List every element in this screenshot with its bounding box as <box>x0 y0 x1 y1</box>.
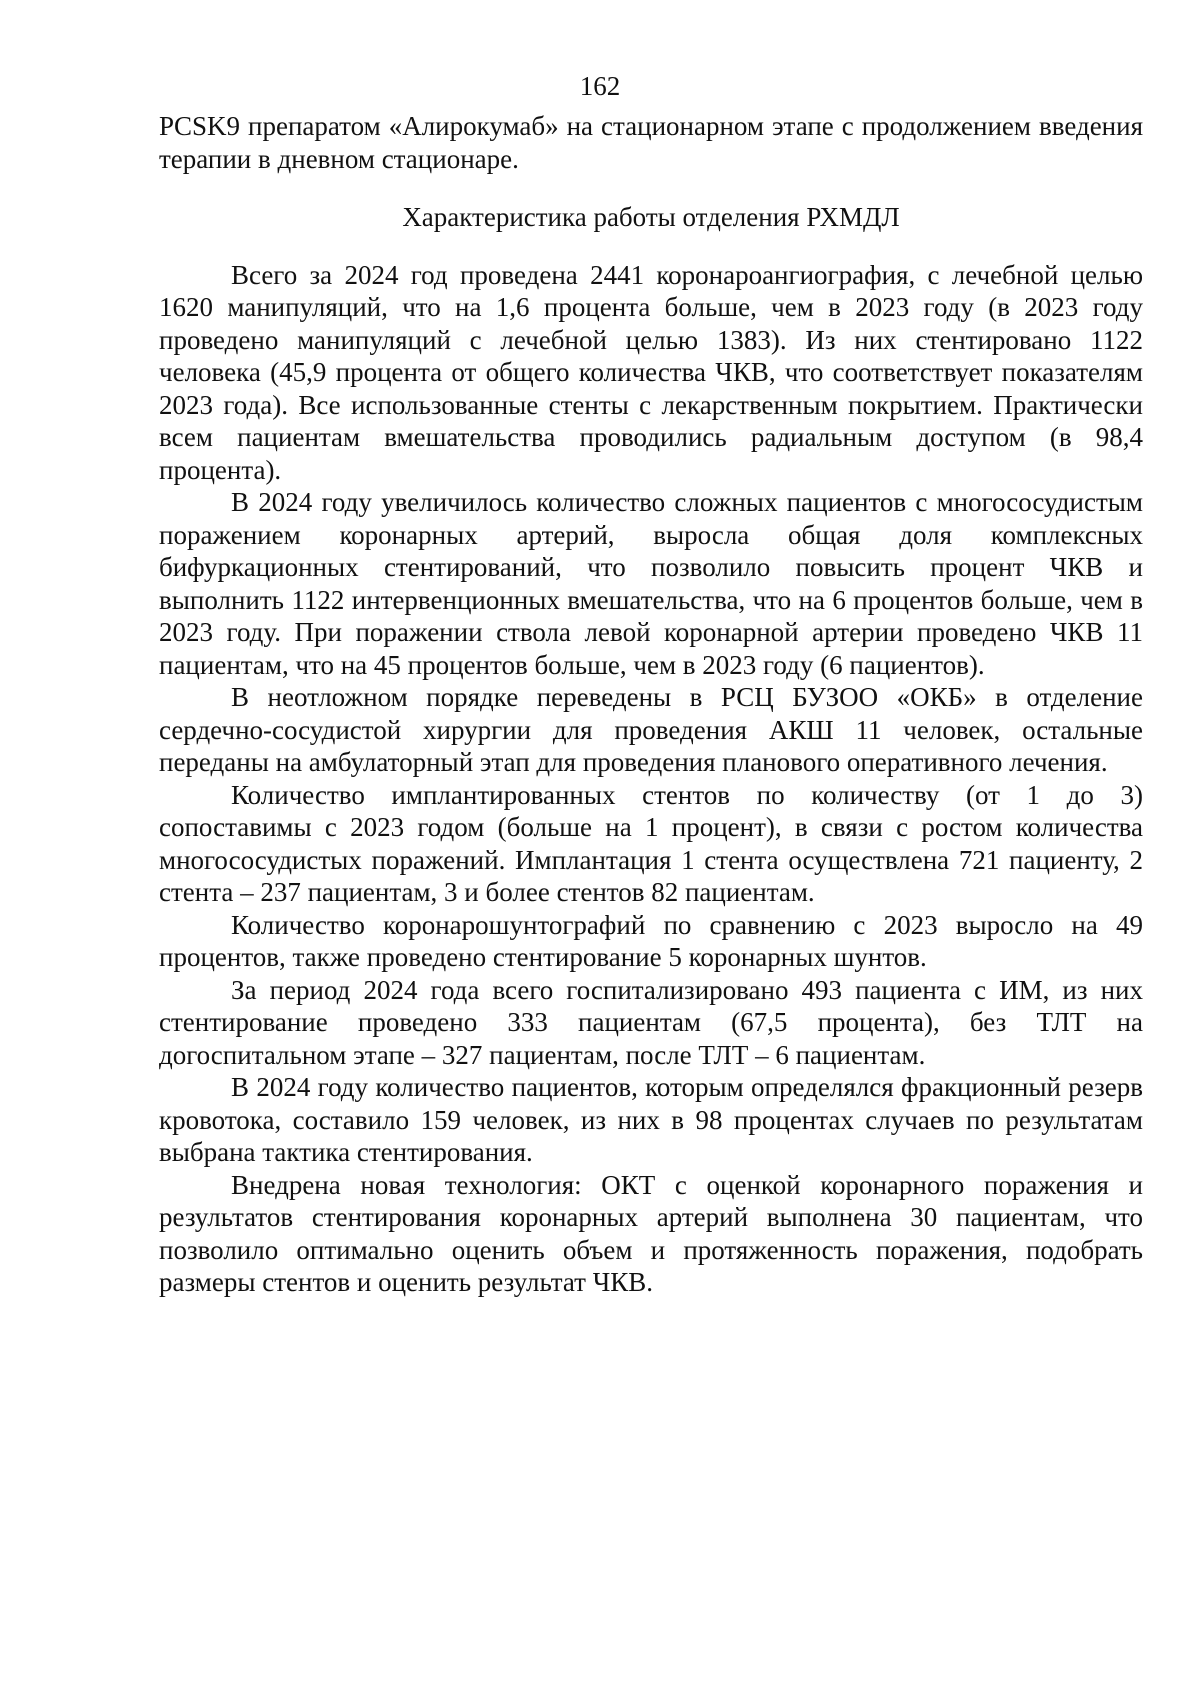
paragraph-urgent-transfer: В неотложном порядке переведены в РСЦ БУЗОО «ОКБ» в отделение сердечно-сосудистой хирургии для проведения АКШ 11 человек, остальные переданы на амбулаторный этап для проведения планового оперативного лечения. <box>159 682 1143 777</box>
paragraph-coronary-angiography: Всего за 2024 год проведена 2441 коронароангиография, с лечебной целью 1620 манипуляций, что на 1,6 процента больше, чем в 2023 году (в 2023 году проведено манипуляций с лечебной целью 1383). Из них стентировано 1122 человека (45,9 процента от общего количества ЧКВ, что соответствует показателям 2023 года). Все использованные стенты с лекарственным покрытием. Практически всем пациентам вмешательства проводились радиальным доступом (в 98,4 процента). <box>159 259 1143 485</box>
paragraph-complex-patients: В 2024 году увеличилось количество сложных пациентов с многососудистым поражением коронарных артерий, выросла общая доля комплексных бифуркационных стентирований, что позволило повысить процент ЧКВ и выполнить 1122 интервенционных вмешательства, что на 6 процентов больше, чем в 2023 году. При поражении ствола левой коронарной артерии проведено ЧКВ 11 пациентам, что на 45 процентов больше, чем в 2023 году (6 пациентов). <box>159 487 1143 680</box>
paragraph-fractional-flow-reserve: В 2024 году количество пациентов, которым определялся фракционный резерв кровотока, составило 159 человек, из них в 98 процентах случаев по результатам выбрана тактика стентирования. <box>159 1072 1143 1167</box>
page-number: 162 <box>579 71 621 101</box>
paragraph-shuntography: Количество коронарошунтографий по сравнению с 2023 выросло на 49 процентов, также проведено стентирование 5 коронарных шунтов. <box>159 909 1143 972</box>
paragraph-stent-count: Количество имплантированных стентов по количеству (от 1 до 3) сопоставимы с 2023 годом (больше на 1 процент), в связи с ростом количества многососудистых поражений. Имплантация 1 стента осуществлена 721 пациенту, 2 стента – 237 пациентам, 3 и более стентов 82 пациентам. <box>159 779 1143 907</box>
document-body <box>159 110 1143 1299</box>
section-title: Характеристика работы отделения РХМДЛ <box>402 202 900 232</box>
paragraph-myocardial-infarction: За период 2024 года всего госпитализировано 493 пациента с ИМ, из них стентирование проведено 333 пациентам (67,5 процента), без ТЛТ на догоспитальном этапе – 327 пациентам, после ТЛТ – 6 пациентам. <box>159 974 1143 1070</box>
intro-paragraph: PCSK9 препаратом «Алирокумаб» на стационарном этапе с продолжением введения терапии в дневном стационаре. <box>159 111 1143 174</box>
paragraph-oct-technology: Внедрена новая технология: ОКТ с оценкой коронарного поражения и результатов стентирования коронарных артерий выполнена 30 пациентам, что позволило оптимально оценить объем и протяженность поражения, подобрать размеры стентов и оценить результат ЧКВ. <box>159 1169 1143 1297</box>
